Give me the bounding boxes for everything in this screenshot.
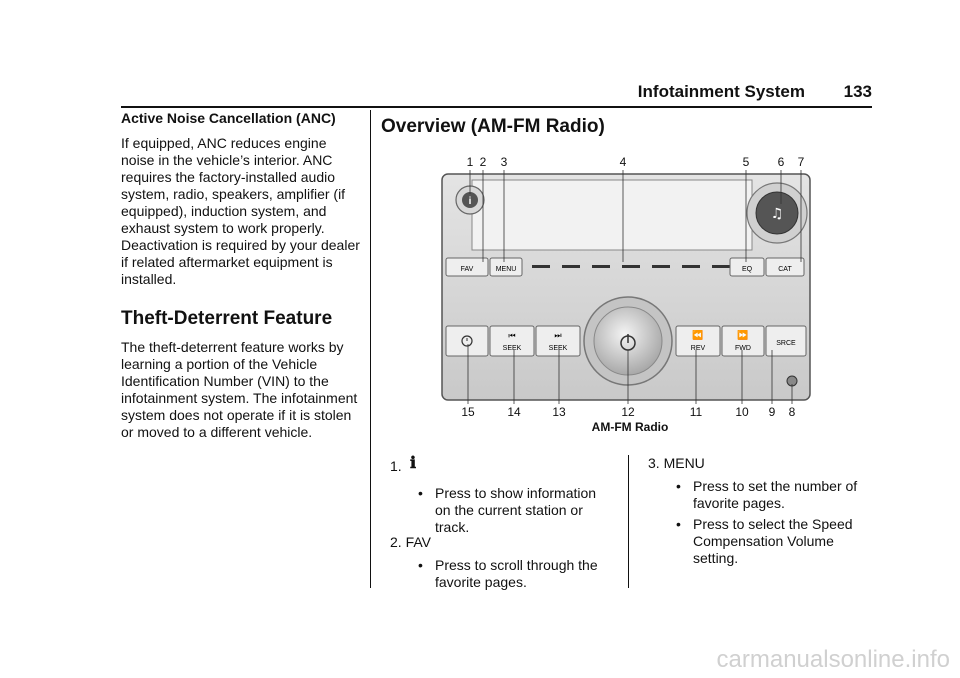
anc-text: If equipped, ANC reduces engine noise in the vehicle’s interior. ANC requires the factory-installed audio system, radio, speakers, amplifier (if equipped), induction system, and exhaust system to work properly. Deactivation is required by your dealer if related aftermarket equipment is installed. (121, 135, 360, 287)
rewind-icon: ⏪ (692, 331, 704, 341)
rev-button[interactable]: REV (690, 345, 706, 352)
callout-4: 4 (619, 155, 627, 169)
list-middle (388, 453, 620, 593)
page-header (0, 80, 960, 110)
callout-3: 3 (500, 155, 508, 169)
item-3-bullet-1: Press to set the number of favorite pages. (693, 478, 858, 511)
callout-8: 8 (788, 405, 796, 419)
fast-forward-icon: ⏩ (737, 331, 749, 341)
bullet: • (418, 485, 423, 501)
page-number: 133 (843, 82, 872, 101)
callout-1: 1 (466, 155, 474, 169)
info-icon-inline: ℹ (410, 453, 417, 472)
item-1-bullet-1: Press to show information on the current station or track. (435, 485, 597, 535)
radio-display (472, 180, 752, 250)
eq-button[interactable]: EQ (741, 266, 753, 273)
item-3-bullet-2: Press to select the Speed Compensation Volume setting. (693, 516, 853, 566)
info-icon: i (468, 196, 472, 207)
radio-diagram (440, 154, 818, 437)
column-divider-left (370, 110, 371, 588)
cat-button[interactable]: CAT (778, 266, 792, 273)
callout-14: 14 (507, 405, 521, 419)
item-3-label: 3. MENU (648, 455, 705, 471)
music-note-icon: ♫ (770, 206, 784, 222)
bullet: • (676, 516, 681, 532)
left-column (121, 110, 361, 451)
fwd-button[interactable]: FWD (735, 345, 751, 352)
item-2-label: 2. FAV (390, 534, 431, 550)
callout-15: 15 (461, 405, 475, 419)
seek-forward-button[interactable]: SEEK (548, 345, 568, 352)
fav-button[interactable]: FAV (460, 266, 474, 273)
watermark: carmanualsonline.info (716, 646, 950, 673)
seek-back-icon: ⏮ (508, 331, 516, 340)
theft-text: The theft-deterrent feature works by learning a portion of the Vehicle Identification Number (VIN) to the infotainment system. The infotainment system does not operate if it is stolen or moved to a different vehicle. (121, 339, 358, 440)
item-1-number: 1. (390, 458, 402, 474)
overview-heading: Overview (AM-FM Radio) (381, 116, 605, 137)
bullet: • (418, 557, 423, 573)
srce-button[interactable]: SRCE (776, 340, 796, 347)
list-right (648, 455, 878, 590)
callout-9: 9 (768, 405, 776, 419)
callout-10: 10 (735, 405, 749, 419)
callout-13: 13 (552, 405, 566, 419)
header-rule (121, 106, 872, 108)
callout-12: 12 (621, 405, 635, 419)
menu-button[interactable]: MENU (495, 266, 517, 273)
anc-heading: Active Noise Cancellation (ANC) (121, 110, 336, 126)
callout-7: 7 (797, 155, 805, 169)
section-title: Infotainment System (637, 82, 805, 101)
seek-back-button[interactable]: SEEK (502, 345, 522, 352)
callout-2: 2 (479, 155, 487, 169)
diagram-caption: AM-FM Radio (591, 420, 669, 434)
column-divider-right (628, 455, 629, 588)
callout-11: 11 (689, 405, 703, 419)
bullet: • (676, 478, 681, 494)
callout-5: 5 (742, 155, 750, 169)
seek-forward-icon: ⏭ (554, 331, 562, 340)
callout-6: 6 (777, 155, 785, 169)
item-2-bullet-1: Press to scroll through the favorite pages. (435, 557, 598, 590)
theft-heading: Theft-Deterrent Feature (121, 308, 333, 329)
